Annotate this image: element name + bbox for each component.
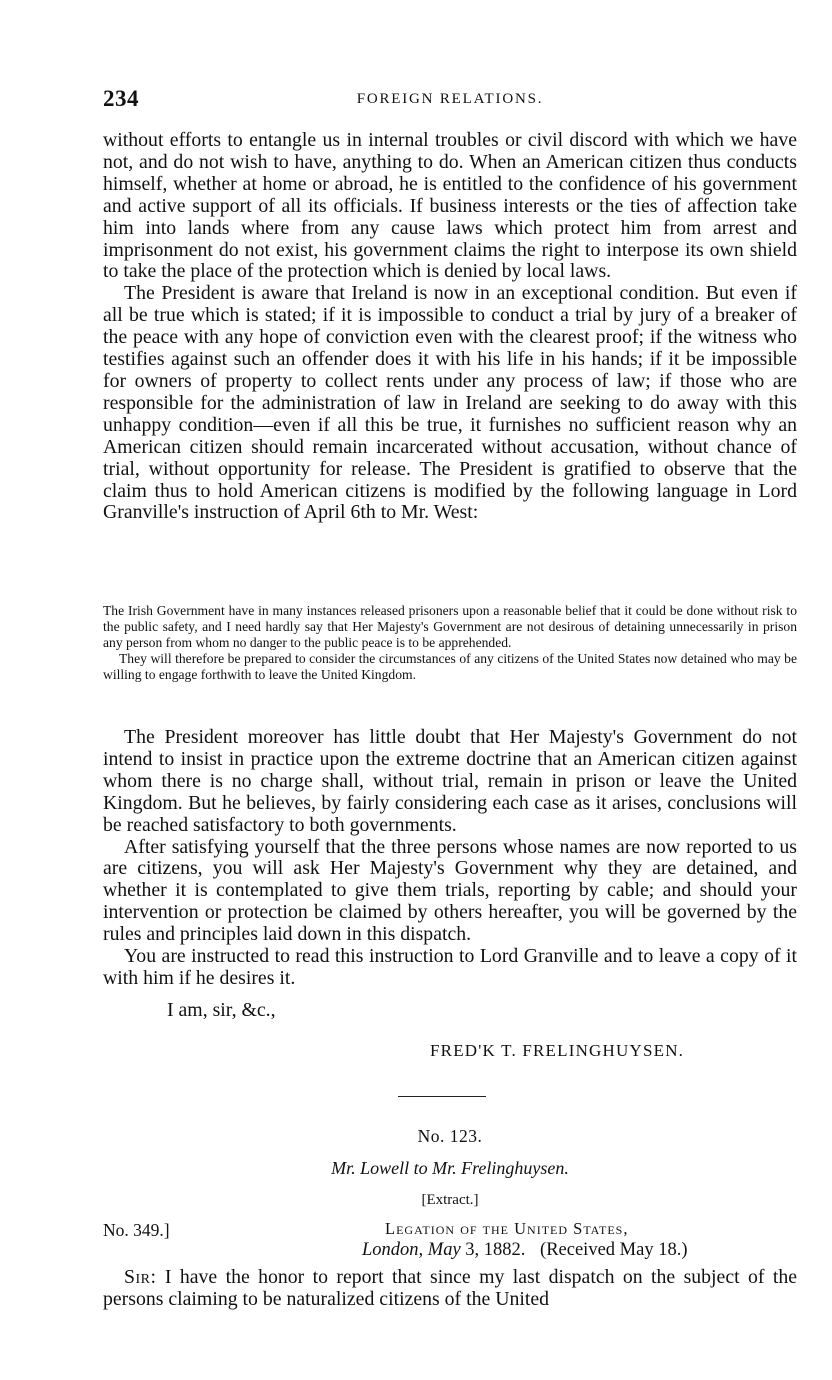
paragraph: You are instructed to read this instruction to Lord Granville and to leave a copy of it with him if he desires it. xyxy=(103,945,797,989)
running-title: FOREIGN RELATIONS. xyxy=(356,91,544,107)
document-title: Mr. Lowell to Mr. Frelinghuysen. xyxy=(331,1158,569,1178)
dispatch-number: No. 349.] xyxy=(103,1220,170,1240)
letter-closing: I am, sir, &c., xyxy=(167,999,276,1021)
paragraph: After satisfying yourself that the three persons whose names are now reported to us are citizens, you will ask Her Majesty's Government why they are detained, and whether it is contemplated to give them trials, reporting by cable; and should your intervention or protection be claimed by others hereafter, you will be governed by the rules and principles laid down in this dispatch. xyxy=(103,835,797,946)
quotation-paragraph: They will therefore be prepared to consider the circumstances of any citizens of the United States now detained who may be willing to engage forthwith to leave the United Kingdom. xyxy=(103,650,797,682)
dateline-place: London, May xyxy=(362,1240,461,1260)
dateline-date: 3, 1882. xyxy=(465,1240,526,1260)
block-quotation xyxy=(103,603,797,683)
extract-note: [Extract.] xyxy=(421,1192,479,1208)
paragraph: The President moreover has little doubt that Her Majesty's Government do not intend to insist in practice upon the extreme doctrine that an American citizen against whom there is no charge shall, without trial, remain in prison or leave the United Kingdom. But he believes, by fairly considering each case as it arises, conclusions will be reached satisfactory to both governments. xyxy=(103,726,797,836)
document-number: No. 123. xyxy=(417,1126,483,1146)
section-divider xyxy=(398,1096,486,1097)
salutation: Sir: xyxy=(124,1266,157,1288)
page-number: 234 xyxy=(103,86,139,111)
opening-text: I have the honor to report that since my last dispatch on the subject of the persons claiming to be naturalized citizens of the United xyxy=(103,1266,798,1310)
received-date: (Received May 18.) xyxy=(540,1240,688,1260)
dateline xyxy=(362,1240,687,1261)
legation-heading: Legation of the United States, xyxy=(385,1219,629,1238)
running-head xyxy=(103,86,797,116)
paragraph: The President is aware that Ireland is now in an exceptional condition. But even if all be true which is stated; if it is impossible to conduct a trial by jury of a breaker of the peace with any hope of conviction even with the clearest proof; if the witness who testifies against such an offender does it with his life in his hands; if it be impossible for owners of property to collect rents under any process of law; if those who are responsible for the administration of law in Ireland are seeking to do away with this unhappy condition—even if all this be true, it furnishes no sufficient reason why an American citizen should remain incarcerated without accusation, without chance of trial, without opportunity for release. The President is gratified to observe that the claim thus to hold American citizens is modified by the following language in Lord Granville's instruction of April 6th to Mr. West: xyxy=(103,282,797,524)
quotation-paragraph: The Irish Government have in many instances released prisoners upon a reasonable belief that it could be done without risk to the public safety, and I need hardly say that Her Majesty's Government are not desirous of detaining unnecessarily in prison any person from whom no danger to the public peace is to be apprehended. xyxy=(103,603,797,650)
letter-body-upper xyxy=(103,130,797,524)
paragraph: without efforts to entangle us in internal troubles or civil discord with which we have not, and do not wish to have, anything to do. When an American citizen thus conducts himself, whether at home or abroad, he is entitled to the confidence of his government and active support of all its officials. If business interests or the ties of affection take him into lands where from any cause laws which protect him from arrest and imprisonment do not exist, his government claims the right to interpose its own shield to take the place of the protection which is denied by local laws. xyxy=(103,129,797,283)
letter-body-lower xyxy=(103,727,797,990)
signature: FRED'K T. FRELINGHUYSEN. xyxy=(430,1041,685,1060)
opening-paragraph xyxy=(103,1267,797,1311)
dispatch-opening xyxy=(103,1267,797,1311)
